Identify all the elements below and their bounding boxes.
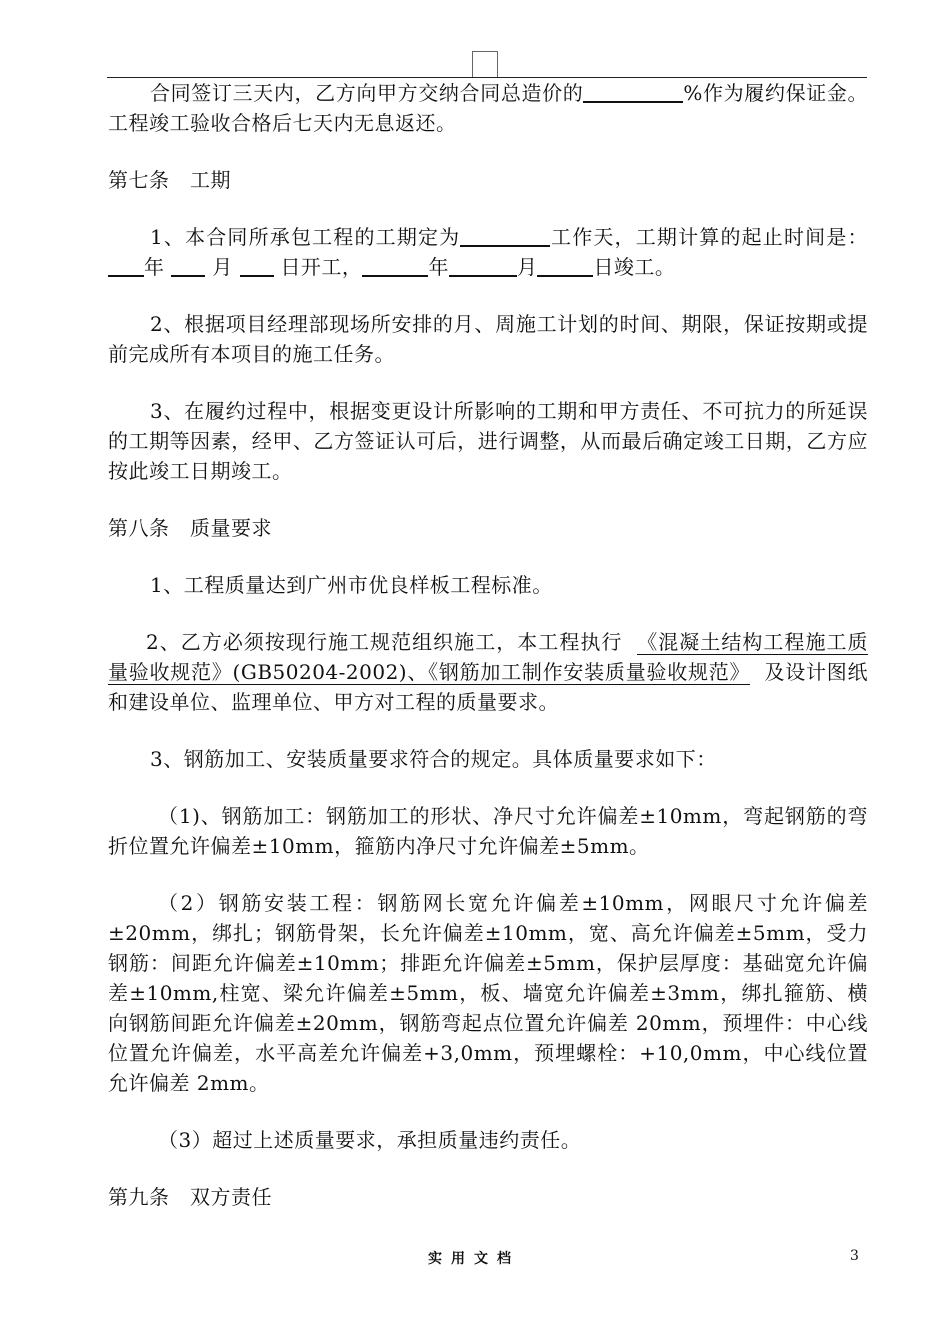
article-9-title: 第九条 双方责任 xyxy=(108,1185,272,1209)
start-year-blank xyxy=(108,253,144,277)
a7-1-text-a: 1、本合同所承包工程的工期定为 xyxy=(150,225,461,249)
document-body xyxy=(108,78,868,1212)
article-7-item-2: 2、根据项目经理部现场所安排的月、周施工计划的时间、期限，保证按期或提前完成所有本项目的施工任务。 xyxy=(108,312,868,366)
end-month-label: 月 xyxy=(516,255,538,279)
footer-label: 实用文档 xyxy=(428,1251,520,1267)
article-7-item-3: 3、在履约过程中，根据变更设计所影响的工期和甲方责任、不可抗力的所延误的工期等因素，经甲、乙方签证认可后，进行调整，从而最后确定竣工日期，乙方应按此竣工日期竣工。 xyxy=(108,399,868,483)
article-8-sub-1: （1)、钢筋加工：钢筋加工的形状、净尺寸允许偏差±10mm，弯起钢筋的弯折位置允许偏差±10mm，箍筋内净尺寸允许偏差±5mm。 xyxy=(108,804,868,858)
start-day-label: 日开工， xyxy=(280,255,363,279)
article-8-item-3: 3、钢筋加工、安装质量要求符合的规定。具体质量要求如下： xyxy=(150,747,717,771)
article-8-item-2 xyxy=(108,627,868,717)
bond-text-end: %作为履约保证金。工程竣工验收合格后七天内无息返还。 xyxy=(108,81,868,135)
end-year-blank xyxy=(362,253,428,277)
a7-1-text-b: 工作天，工期计算的起止时间是： xyxy=(550,225,868,249)
bond-percent-blank xyxy=(583,79,683,103)
article-8-title: 第八条 质量要求 xyxy=(108,516,272,540)
article-7-title: 第七条 工期 xyxy=(108,168,231,192)
article-7-item-1 xyxy=(108,222,868,282)
end-day-label: 日竣工。 xyxy=(593,255,676,279)
page-number: 3 xyxy=(850,1248,859,1264)
end-day-blank xyxy=(537,253,593,277)
start-month-blank xyxy=(171,253,205,277)
start-day-blank xyxy=(240,253,274,277)
start-year-label: 年 xyxy=(144,255,165,279)
work-days-blank xyxy=(460,223,550,247)
quality-standards-underlined: 《混凝土结构工程施工质量验收规范》(GB50204-2002)、《钢筋加工制作安装质量验收规范》 xyxy=(108,630,869,684)
article-8-item-1: 1、工程质量达到广州市优良样板工程标准。 xyxy=(150,573,553,597)
article-8-sub-2: （2）钢筋安装工程：钢筋网长宽允许偏差±10mm，网眼尺寸允许偏差±20mm，绑扎；钢筋骨架，长允许偏差±10mm，宽、高允许偏差±5mm，受力钢筋：间距允许偏差±10mm；排距允许偏差±5mm，保护层厚度：基础宽允许偏差±10mm,柱宽、梁允许偏差±5mm，板、墙宽允许偏差±3mm，绑扎箍筋、横向钢筋间距允许偏差±20mm，钢筋弯起点位置允许偏差 20mm，预埋件：中心线位置允许偏差，水平高差允许偏差+3,0mm，预埋螺栓：+10,0mm，中心线位置允许偏差 2mm。 xyxy=(108,891,868,1095)
bond-text-start: 合同签订三天内，乙方向甲方交纳合同总造价的 xyxy=(150,81,584,105)
end-month-blank xyxy=(449,253,517,277)
start-month-label: 月 xyxy=(212,255,233,279)
bond-paragraph xyxy=(108,78,868,138)
a8-2-text-a: 2、乙方必须按现行施工规范组织施工，本工程执行 xyxy=(146,630,623,654)
header-corner-mark xyxy=(472,51,498,78)
a8-2-text-b: 及设计图纸和建设单位、监理单位、甲方对工程的质量要求。 xyxy=(108,660,868,714)
article-8-sub-3: （3）超过上述质量要求，承担质量违约责任。 xyxy=(158,1128,582,1152)
end-year-label: 年 xyxy=(428,255,449,279)
